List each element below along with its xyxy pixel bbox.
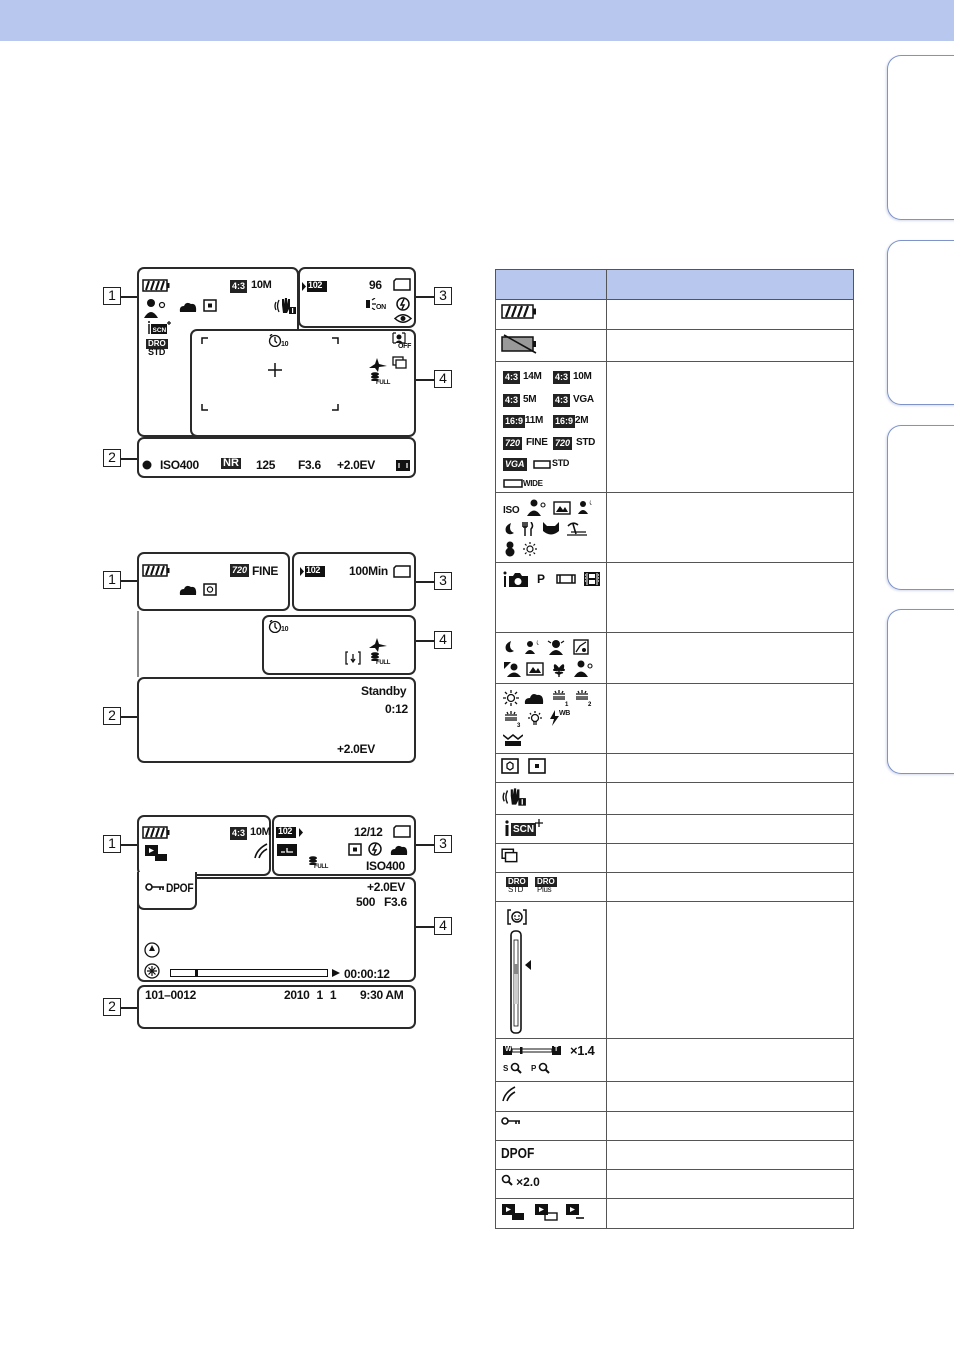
smile-shutter-icon — [507, 909, 527, 925]
battery-icon — [142, 826, 170, 839]
dpof-label: DPOF — [166, 881, 194, 895]
size-chip: 720 — [505, 438, 521, 448]
table-cell-icon — [496, 300, 607, 330]
flash-off-icon — [396, 297, 410, 311]
self-timer-value: 10 — [281, 341, 289, 348]
label-1: 1 — [103, 835, 121, 853]
steadyshot-warning-icon — [501, 787, 527, 807]
table-row — [496, 563, 854, 633]
leader-line — [416, 926, 434, 928]
fly-dragon-icon — [368, 636, 388, 652]
table-cell-desc — [607, 362, 854, 493]
flash-off-icon — [368, 842, 382, 856]
svg-text:3: 3 — [517, 723, 521, 727]
wb-incandescent-icon — [527, 711, 543, 727]
recording-date: 2010 1 1 — [284, 988, 337, 1002]
memory-card-icon — [393, 278, 411, 291]
self-timer-icon — [268, 620, 282, 633]
handheld-twilight-icon — [547, 639, 565, 655]
fireworks-icon — [523, 542, 537, 556]
table-cell-desc — [607, 1082, 854, 1112]
table-cell-icon — [496, 754, 607, 783]
leader-line — [121, 580, 137, 582]
table-row — [496, 1199, 854, 1229]
table-cell-icon — [496, 633, 607, 684]
wb-cloudy-icon — [523, 692, 545, 705]
dro-plus-text: Plus — [537, 885, 552, 894]
size-chip: 4:3 — [555, 372, 569, 382]
leader-line — [121, 1007, 137, 1009]
table-cell-icon — [496, 493, 607, 563]
red-eye-icon — [394, 313, 412, 324]
table-cell-desc — [607, 493, 854, 563]
label-1: 1 — [103, 571, 121, 589]
metering-spot-icon — [528, 758, 546, 774]
flash-on-label: ON — [376, 304, 386, 311]
histogram-icon — [396, 460, 410, 471]
table-row — [496, 1170, 854, 1199]
white-balance-cloudy-icon — [389, 844, 409, 856]
database-full-icon — [277, 844, 297, 856]
beach-icon — [566, 521, 588, 537]
playback-control-icon — [144, 963, 160, 979]
table-cell-icon — [496, 844, 607, 873]
size-label: STD — [552, 458, 570, 468]
remaining-shots: 96 — [369, 278, 382, 292]
table-row — [496, 1082, 854, 1112]
label-3: 3 — [434, 287, 452, 305]
leader-line — [416, 844, 434, 846]
folder-number: 102 — [308, 280, 323, 290]
shutter-speed: 125 — [256, 458, 276, 472]
leader-line — [121, 716, 137, 718]
zoom-t-label: T — [554, 1046, 558, 1053]
zoom-scale-value: ×1.4 — [570, 1043, 595, 1058]
scene-portrait-icon — [143, 298, 167, 318]
table-cell-desc — [607, 844, 854, 873]
twilight-portrait-icon — [525, 640, 541, 654]
burst-icon — [392, 356, 408, 370]
table-cell-icon — [496, 330, 607, 362]
table-row — [496, 844, 854, 873]
label-4: 4 — [434, 631, 452, 649]
folder-number: 102 — [278, 826, 293, 836]
view-mode-icon — [144, 844, 168, 862]
view-mode-movie-icon — [565, 1203, 585, 1221]
metering-center-icon — [203, 583, 217, 596]
dro-std-label: DRO — [508, 877, 526, 886]
leader-line — [121, 458, 137, 460]
zoom-scale-bar — [503, 1046, 561, 1055]
battery-icon — [142, 564, 170, 577]
high-sensitivity-iso: ISO — [503, 505, 520, 516]
label-2: 2 — [103, 707, 121, 725]
gourmet-icon — [521, 522, 535, 536]
svg-text:2: 2 — [588, 702, 592, 706]
face-detection-off: OFF — [398, 343, 412, 350]
table-cell-icon — [496, 563, 607, 633]
twilight-icon — [503, 640, 515, 654]
image-size-ratio: 4:3 — [232, 281, 246, 291]
wb-fluorescent-2-icon — [574, 690, 592, 706]
exposure-value: +2.0EV — [337, 458, 375, 472]
playback-zoom-value: ×2.0 — [516, 1175, 540, 1189]
protect-key-icon — [145, 882, 165, 892]
wb-fluorescent-3-icon — [503, 711, 521, 727]
portrait-icon — [527, 499, 547, 516]
audio-record-icon — [345, 651, 361, 665]
table-row — [496, 754, 854, 783]
iso-value: ISO400 — [160, 458, 199, 472]
table-cell-desc — [607, 1141, 854, 1170]
steadyshot-warning-icon — [273, 297, 297, 315]
label-1: 1 — [103, 287, 121, 305]
table-row — [496, 902, 854, 1039]
area-3-box — [292, 552, 416, 611]
size-chip: 720 — [555, 438, 571, 448]
portrait-icon — [574, 660, 594, 677]
table-header-col-1 — [496, 270, 607, 300]
table-cell-desc — [607, 1170, 854, 1199]
label-2: 2 — [103, 998, 121, 1016]
burst-icon — [501, 848, 519, 864]
size-chip: 4:3 — [505, 395, 519, 405]
wb-underwater-icon — [503, 732, 523, 746]
table-cell-icon — [496, 1141, 607, 1170]
panorama-wide-icon — [503, 479, 523, 488]
burst-full-label: FULL — [314, 864, 329, 870]
leader-line — [416, 640, 434, 642]
file-number: 101–0012 — [145, 988, 196, 1002]
table-cell-icon — [496, 902, 607, 1039]
backlight-icon — [573, 639, 589, 655]
landscape-icon — [553, 501, 571, 515]
image-count: 12/12 — [354, 825, 383, 839]
table-row — [496, 1039, 854, 1082]
table-row — [496, 815, 854, 844]
landscape-icon — [526, 662, 544, 676]
header-bar — [0, 0, 954, 41]
playback-counter: 00:00:12 — [344, 967, 390, 981]
scn-label: SCN — [513, 824, 535, 835]
metering-spot-icon — [348, 843, 362, 856]
movie-mode-icon — [583, 571, 601, 587]
leader-line — [121, 296, 137, 298]
nr-slow-shutter: NR — [223, 457, 239, 469]
self-timer-icon — [268, 334, 282, 347]
table-header-row — [496, 270, 854, 300]
size-label: FINE — [526, 437, 548, 448]
table-cell-icon — [496, 1199, 607, 1229]
macro-icon — [551, 661, 567, 677]
table-row — [496, 783, 854, 815]
white-balance-cloudy-icon — [178, 301, 198, 313]
table-cell-icon — [496, 1082, 607, 1112]
table-cell-desc — [607, 873, 854, 902]
af-illuminator-icon — [366, 298, 376, 310]
side-tab-3[interactable] — [887, 425, 954, 590]
program-auto-label: P — [537, 572, 545, 586]
table-cell-desc — [607, 300, 854, 330]
playback-bar — [170, 969, 328, 977]
backlight-portrait-icon — [503, 661, 521, 677]
record-dot-icon — [142, 460, 152, 470]
view-mode-date-icon — [501, 1203, 525, 1221]
table-cell-icon — [496, 1039, 607, 1082]
burst-full-label: FULL — [376, 660, 391, 666]
table-row — [496, 873, 854, 902]
exposure-value: +2.0EV — [337, 742, 375, 756]
size-chip: 16:9 — [505, 416, 524, 426]
size-label: 14M — [523, 371, 542, 382]
exposure-value: +2.0EV — [367, 880, 405, 894]
size-label: 5M — [523, 394, 537, 405]
remaining-time: 100Min — [349, 564, 388, 578]
leader-line — [121, 844, 137, 846]
size-label: 11M — [525, 415, 544, 426]
memory-card-icon — [393, 565, 411, 578]
image-size: 10M — [250, 826, 271, 838]
size-label: WIDE — [523, 479, 543, 488]
leader-line — [416, 379, 434, 381]
area-1-box — [137, 552, 290, 611]
label-3: 3 — [434, 835, 452, 853]
table-cell-desc — [607, 684, 854, 754]
table-row — [496, 330, 854, 362]
image-size-ratio: 4:3 — [232, 828, 246, 838]
side-tab-2[interactable] — [887, 240, 954, 405]
table-cell-desc — [607, 330, 854, 362]
pet-icon — [541, 521, 561, 537]
table-row — [496, 493, 854, 563]
play-icon — [331, 968, 341, 978]
table-cell-desc — [607, 815, 854, 844]
smart-zoom-label: S — [503, 1064, 509, 1073]
table-cell-desc — [607, 1112, 854, 1141]
wb-daylight-icon — [503, 690, 519, 706]
table-row — [496, 362, 854, 493]
shutter-speed: 500 — [356, 895, 376, 909]
side-tab-4[interactable] — [887, 609, 954, 774]
burst-full-label: FULL — [376, 380, 391, 386]
label-4: 4 — [434, 370, 452, 388]
memory-card-icon — [393, 825, 411, 838]
recording-status: Standby — [361, 684, 407, 698]
crosshair-icon — [268, 363, 282, 377]
superior-auto-scn-icon — [148, 321, 172, 335]
self-timer-value: 10 — [281, 626, 289, 633]
table-cell-desc — [607, 633, 854, 684]
metering-multi-icon — [501, 758, 519, 774]
battery-icon — [142, 279, 170, 292]
metering-spot-icon — [203, 299, 217, 312]
size-chip: 4:3 — [555, 395, 569, 405]
svg-text:1: 1 — [565, 702, 569, 706]
protect-sign-icon — [253, 843, 269, 859]
indicator-table — [495, 269, 854, 1229]
table-cell-icon — [496, 873, 607, 902]
table-row — [496, 633, 854, 684]
intelligent-auto-icon — [503, 571, 529, 588]
wb-fluorescent-1-icon — [551, 690, 569, 706]
table-row — [496, 1141, 854, 1170]
area-4-box — [262, 615, 416, 675]
edge-line — [137, 611, 139, 677]
snow-icon — [503, 541, 517, 557]
label-2: 2 — [103, 449, 121, 467]
recording-time: 0:12 — [385, 702, 408, 716]
dpof-label: DPOF — [501, 1145, 535, 1162]
table-row — [496, 300, 854, 330]
movie-size-chip: 720 — [232, 565, 248, 575]
size-label: 2M — [575, 415, 589, 426]
view-mode-folder-icon — [534, 1203, 558, 1221]
label-4: 4 — [434, 917, 452, 935]
white-balance-cloudy-icon — [178, 584, 198, 596]
table-header-col-2 — [607, 270, 854, 300]
aperture-value: F3.6 — [298, 458, 321, 472]
plus-icon — [535, 819, 543, 827]
volume-icon — [144, 942, 160, 958]
battery-empty-icon — [501, 334, 539, 354]
dro-std-text: STD — [508, 885, 524, 894]
aperture-value: F3.6 — [384, 895, 407, 909]
table-cell-desc — [607, 1199, 854, 1229]
protect-sign-icon — [501, 1086, 517, 1102]
twilight-icon — [503, 522, 515, 536]
table-cell-desc — [607, 563, 854, 633]
zoom-w-label: W — [505, 1046, 512, 1053]
size-chip: VGA — [505, 459, 525, 469]
size-chip: 4:3 — [505, 372, 519, 382]
leader-line — [416, 581, 434, 583]
size-label: STD — [576, 437, 596, 448]
size-chip: 16:9 — [555, 416, 574, 426]
iso-value: ISO400 — [366, 859, 405, 873]
size-label: VGA — [573, 394, 594, 405]
dro-label: DRO — [148, 339, 166, 348]
smile-detection-gauge — [509, 930, 533, 1034]
table-cell-icon — [496, 783, 607, 815]
sweep-panorama-icon — [556, 574, 576, 584]
precision-zoom-label: P — [531, 1064, 537, 1073]
battery-icon — [501, 304, 537, 319]
fly-dragon-icon — [368, 356, 388, 372]
table-cell-desc — [607, 902, 854, 1039]
dro-plus-label: DRO — [537, 877, 555, 886]
table-cell-desc — [607, 1039, 854, 1082]
precision-zoom-icon — [538, 1062, 550, 1074]
table-cell-icon — [496, 684, 607, 754]
table-cell-icon — [496, 815, 607, 844]
table-cell-desc — [607, 783, 854, 815]
smart-zoom-icon — [510, 1062, 522, 1074]
label-3: 3 — [434, 572, 452, 590]
table-cell-desc — [607, 754, 854, 783]
folder-number: 102 — [306, 565, 321, 575]
size-label: 10M — [573, 371, 592, 382]
table-row — [496, 684, 854, 754]
table-cell-icon — [496, 1112, 607, 1141]
svg-text:SCN: SCN — [152, 327, 167, 334]
panorama-std-icon — [533, 460, 551, 469]
protect-key-icon — [501, 1116, 521, 1126]
playback-zoom-icon — [501, 1174, 513, 1186]
recording-clock: 9:30 AM — [360, 988, 404, 1002]
image-size: 10M — [251, 279, 272, 291]
side-tab-1[interactable] — [887, 55, 954, 220]
table-row — [496, 1112, 854, 1141]
dro-std: STD — [148, 347, 166, 357]
movie-quality: FINE — [252, 564, 279, 578]
table-cell-icon — [496, 362, 607, 493]
leader-line — [416, 296, 434, 298]
table-cell-icon — [496, 1170, 607, 1199]
twilight-portrait-icon — [578, 500, 594, 514]
wb-flash-label: WB — [559, 710, 571, 717]
